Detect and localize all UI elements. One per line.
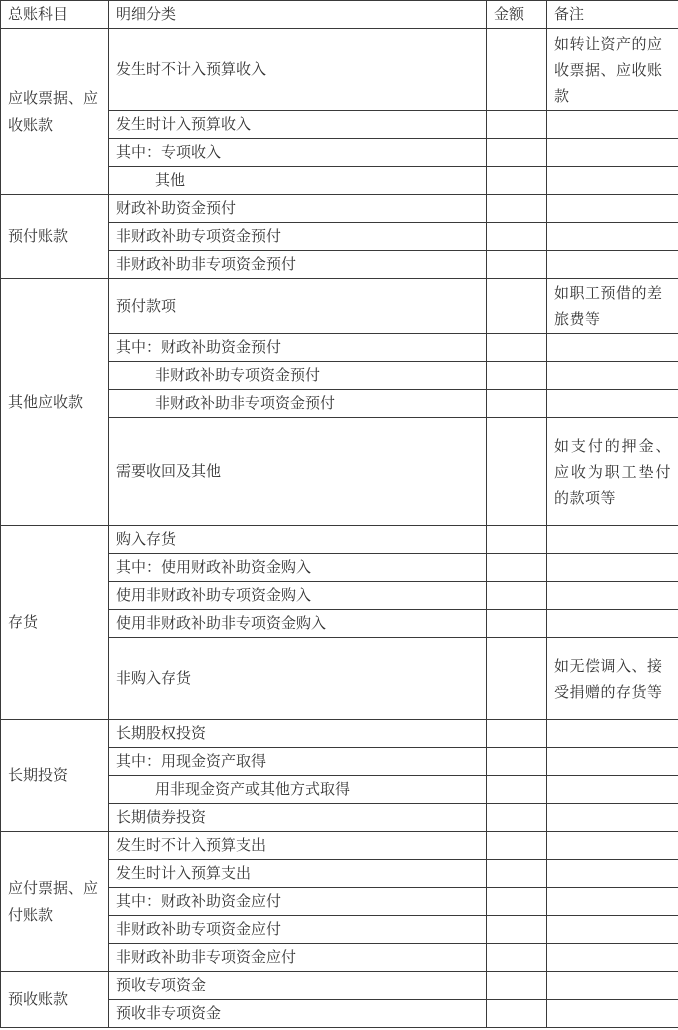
amount-cell xyxy=(487,195,547,223)
amount-cell xyxy=(487,916,547,944)
amount-cell xyxy=(487,720,547,748)
detail-cell: 长期债券投资 xyxy=(109,804,487,832)
header-account: 总账科目 xyxy=(1,1,109,29)
account-cell: 长期投资 xyxy=(1,720,109,832)
note-cell xyxy=(547,390,678,418)
account-cell: 存货 xyxy=(1,526,109,720)
detail-cell: 非财政补助非专项资金预付 xyxy=(109,251,487,279)
detail-cell: 非财政补助专项资金预付 xyxy=(109,362,487,390)
account-cell: 预付账款 xyxy=(1,195,109,279)
amount-cell xyxy=(487,944,547,972)
note-cell: 如支付的押金、应收为职工垫付的款项等 xyxy=(547,418,678,526)
note-cell xyxy=(547,610,678,638)
note-cell xyxy=(547,251,678,279)
detail-cell: 非财政补助非专项资金预付 xyxy=(109,390,487,418)
note-cell xyxy=(547,362,678,390)
table-row xyxy=(1,832,678,860)
account-cell: 应收票据、应收账款 xyxy=(1,29,109,195)
amount-cell xyxy=(487,139,547,167)
table-row xyxy=(1,972,678,1000)
detail-cell: 用非现金资产或其他方式取得 xyxy=(109,776,487,804)
amount-cell xyxy=(487,1000,547,1028)
note-cell xyxy=(547,334,678,362)
table-row xyxy=(1,279,678,334)
header-row xyxy=(1,1,678,29)
amount-cell xyxy=(487,418,547,526)
note-cell xyxy=(547,1000,678,1028)
note-cell xyxy=(547,554,678,582)
header-detail: 明细分类 xyxy=(109,1,487,29)
amount-cell xyxy=(487,334,547,362)
note-cell: 如转让资产的应收票据、应收账款 xyxy=(547,29,678,111)
detail-cell: 使用非财政补助非专项资金购入 xyxy=(109,610,487,638)
detail-cell: 非购入存货 xyxy=(109,638,487,720)
note-cell xyxy=(547,223,678,251)
detail-cell: 其中：用现金资产取得 xyxy=(109,748,487,776)
amount-cell xyxy=(487,776,547,804)
detail-cell: 长期股权投资 xyxy=(109,720,487,748)
note-cell xyxy=(547,888,678,916)
detail-cell: 发生时计入预算收入 xyxy=(109,111,487,139)
amount-cell xyxy=(487,111,547,139)
note-cell xyxy=(547,526,678,554)
detail-cell: 其中：专项收入 xyxy=(109,139,487,167)
detail-cell: 预付款项 xyxy=(109,279,487,334)
amount-cell xyxy=(487,888,547,916)
amount-cell xyxy=(487,804,547,832)
amount-cell xyxy=(487,223,547,251)
header-amount: 金额 xyxy=(487,1,547,29)
note-cell xyxy=(547,139,678,167)
detail-cell: 需要收回及其他 xyxy=(109,418,487,526)
detail-cell: 发生时不计入预算收入 xyxy=(109,29,487,111)
note-cell xyxy=(547,195,678,223)
account-cell: 预收账款 xyxy=(1,972,109,1028)
detail-cell: 财政补助资金预付 xyxy=(109,195,487,223)
note-cell: 如无偿调入、接受捐赠的存货等 xyxy=(547,638,678,720)
note-cell xyxy=(547,582,678,610)
amount-cell xyxy=(487,582,547,610)
note-cell: 如职工预借的差旅费等 xyxy=(547,279,678,334)
amount-cell xyxy=(487,167,547,195)
amount-cell xyxy=(487,638,547,720)
amount-cell xyxy=(487,748,547,776)
note-cell xyxy=(547,748,678,776)
account-cell: 其他应收款 xyxy=(1,279,109,526)
detail-cell: 使用非财政补助专项资金购入 xyxy=(109,582,487,610)
detail-cell: 非财政补助专项资金预付 xyxy=(109,223,487,251)
note-cell xyxy=(547,860,678,888)
amount-cell xyxy=(487,610,547,638)
amount-cell xyxy=(487,390,547,418)
amount-cell xyxy=(487,279,547,334)
detail-cell: 其中：财政补助资金应付 xyxy=(109,888,487,916)
detail-cell: 其中：财政补助资金预付 xyxy=(109,334,487,362)
detail-cell: 发生时计入预算支出 xyxy=(109,860,487,888)
detail-cell: 其中：使用财政补助资金购入 xyxy=(109,554,487,582)
detail-cell: 发生时不计入预算支出 xyxy=(109,832,487,860)
amount-cell xyxy=(487,832,547,860)
amount-cell xyxy=(487,29,547,111)
detail-cell: 预收专项资金 xyxy=(109,972,487,1000)
note-cell xyxy=(547,832,678,860)
header-note: 备注 xyxy=(547,1,678,29)
note-cell xyxy=(547,916,678,944)
amount-cell xyxy=(487,251,547,279)
detail-cell: 非财政补助非专项资金应付 xyxy=(109,944,487,972)
note-cell xyxy=(547,944,678,972)
note-cell xyxy=(547,111,678,139)
detail-cell: 购入存货 xyxy=(109,526,487,554)
account-cell: 应付票据、应付账款 xyxy=(1,832,109,972)
table-row xyxy=(1,195,678,223)
note-cell xyxy=(547,804,678,832)
note-cell xyxy=(547,776,678,804)
table-row xyxy=(1,720,678,748)
detail-cell: 预收非专项资金 xyxy=(109,1000,487,1028)
amount-cell xyxy=(487,860,547,888)
table-row xyxy=(1,29,678,111)
note-cell xyxy=(547,720,678,748)
note-cell xyxy=(547,167,678,195)
amount-cell xyxy=(487,526,547,554)
amount-cell xyxy=(487,554,547,582)
detail-cell: 其他 xyxy=(109,167,487,195)
detail-cell: 非财政补助专项资金应付 xyxy=(109,916,487,944)
note-cell xyxy=(547,972,678,1000)
amount-cell xyxy=(487,362,547,390)
amount-cell xyxy=(487,972,547,1000)
table-row xyxy=(1,526,678,554)
